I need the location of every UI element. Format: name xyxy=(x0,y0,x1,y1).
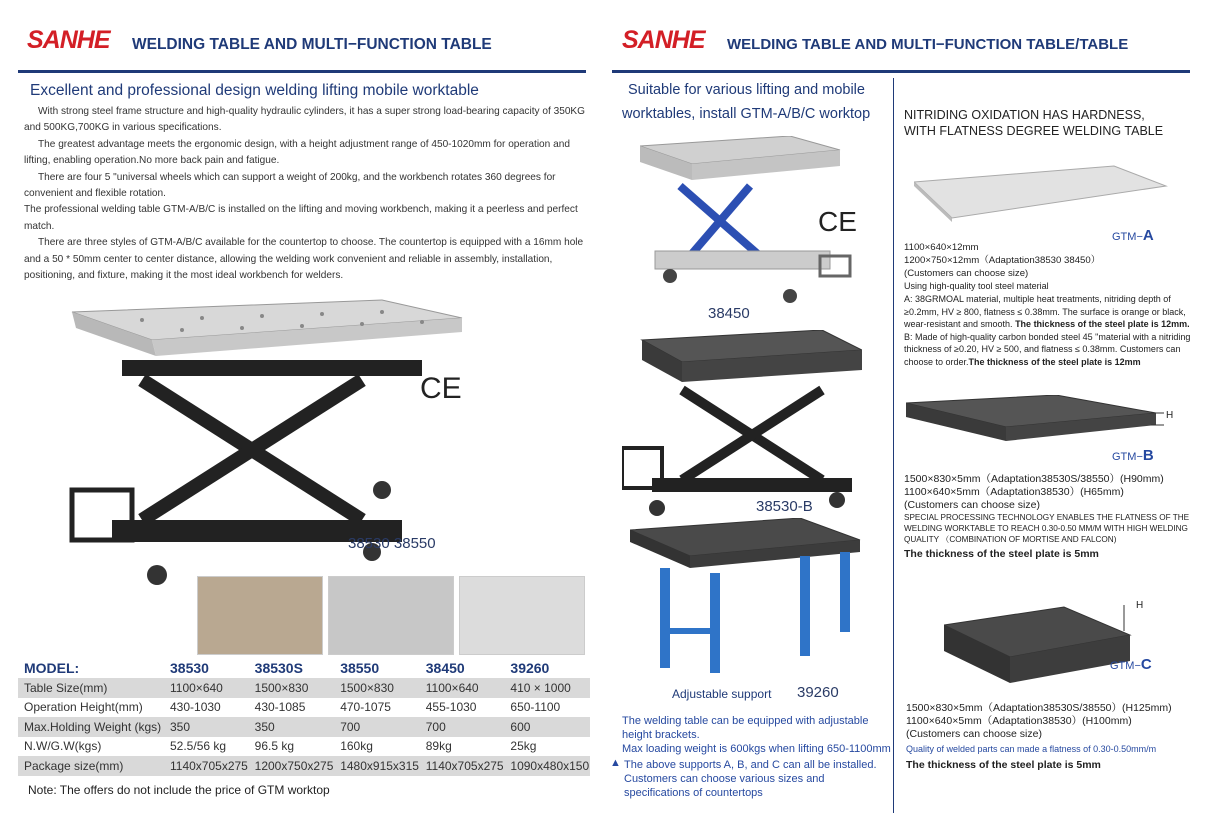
table-cell: Table Size(mm) xyxy=(18,678,164,698)
table-cell: 1500×830 xyxy=(249,678,335,698)
gtm-c-size-1: 1500×830×5mm（Adaptation38530S/38550）(H125mm) xyxy=(906,702,1172,714)
left-page-header: WELDING TABLE AND MULTI−FUNCTION TABLE xyxy=(132,36,492,53)
right-header-rule xyxy=(612,70,1190,73)
table-cell: 350 xyxy=(249,717,335,737)
gtm-b-technology: SPECIAL PROCESSING TECHNOLOGY ENABLES THE FLATNESS OF THE WELDING WORKTABLE TO REACH 0.30-0.50 MM/M WITH HIGH WELDING QUALITY （COMBINATION OF MORTISE AND FALCON) xyxy=(904,513,1190,544)
table-header-cell: 38530S xyxy=(254,660,303,676)
table-cell: 1200x750x275 xyxy=(249,756,335,776)
gtm-a-option-b-thickness: The thickness of the steel plate is 12mm xyxy=(968,356,1141,367)
gtm-a-option-a-text: A: 38GRMOAL material, multiple heat treatments, nitriding depth of ≥0.2mm, HV ≥ 800, flatness ≤ 0.38mm. The surface is orange or black, wear-resistant and smooth. xyxy=(904,294,1186,329)
table-cell: 455-1030 xyxy=(425,700,477,715)
table-cell: 89kg xyxy=(425,739,452,754)
gtm-c-flatness: Quality of welded parts can made a flatness of 0.30-0.50mm/m xyxy=(906,744,1157,754)
table-cell: 1090x480x150 xyxy=(504,756,590,776)
table-row xyxy=(18,756,590,776)
gtm-b-label xyxy=(1112,447,1154,464)
gtm-b-size-2: 1100×640×5mm（Adaptation38530）(H65mm) xyxy=(904,486,1124,498)
gtm-b-specs xyxy=(904,473,1196,561)
gtm-a-size-1: 1100×640×12mm xyxy=(904,242,979,253)
table-cell: 700 xyxy=(420,717,505,737)
right-page-header: WELDING TABLE AND MULTI−FUNCTION TABLE/TABLE xyxy=(727,36,1129,53)
gtm-a-size-2: 1200×750×12mm（Adaptation38530 38450） xyxy=(904,255,1101,266)
lifting-table-38530b-illustration xyxy=(622,330,862,520)
gtm-a-option-a xyxy=(904,293,1194,331)
nitriding-title-1: NITRIDING OXIDATION HAS HARDNESS, xyxy=(904,108,1145,122)
mid-note-3: The above supports A, B, and C can all be installed. Customers can choose various sizes and specifications of countertops xyxy=(624,759,877,799)
gtm-a-option-b-text: B: Made of high-quality carbon bonded steel 45 "material with a nitriding thickness of ≥0.20, HV ≥ 500, and flatness ≤ 0.38mm. Customers can choose to order. xyxy=(904,331,1191,367)
thumbnail-photo-1 xyxy=(197,576,323,655)
gtm-a-plate-illustration xyxy=(914,160,1174,230)
adjustable-support-label: Adjustable support xyxy=(672,687,772,701)
gtm-b-letter: B xyxy=(1142,447,1154,464)
table-cell: 1500×830 xyxy=(334,678,420,698)
table-cell: 410 × 1000 xyxy=(504,678,590,698)
mid-note-1: The welding table can be equipped with adjustable height brackets. xyxy=(622,715,869,741)
table-cell: 52.5/56 kg xyxy=(170,739,227,754)
sanhe-logo-right: SANHE xyxy=(622,26,705,54)
table-cell: Max.Holding Weight (kgs) xyxy=(18,717,164,737)
table-header-row xyxy=(18,658,590,678)
left-subtitle: Excellent and professional design welding lifting mobile worktable xyxy=(30,82,479,99)
gtm-a-material: Using high-quality tool steel material xyxy=(904,281,1049,291)
table-row xyxy=(18,717,590,737)
gtm-b-prefix: GTM− xyxy=(1112,451,1143,463)
gtm-a-custom: (Customers can choose size) xyxy=(904,268,1029,279)
table-row xyxy=(18,678,590,698)
intro-paragraph: The greatest advantage meets the ergonomic design, with a height adjustment range of 450-1020mm for operation and lifting, enabling operation.No more back pain and fatigue. xyxy=(24,138,570,167)
table-header-cell: MODEL: xyxy=(24,660,80,676)
table-header-cell: 39260 xyxy=(510,660,550,676)
gtm-c-specs xyxy=(906,702,1196,772)
mid-title-line1: Suitable for various lifting and mobile xyxy=(628,82,865,98)
intro-paragraph: With strong steel frame structure and high-quality hydraulic cylinders, it has a super strong load-bearing capacity of 350KG and 500KG,700KG in various specifications. xyxy=(24,106,586,134)
spec-table xyxy=(18,658,590,776)
table-cell: 430-1030 xyxy=(170,700,221,715)
ce-mark-left: CE xyxy=(420,372,462,405)
mid-title-line2: worktables, install GTM-A/B/C worktop xyxy=(622,106,871,122)
mid-note-2: Max loading weight is 600kgs when lifting 650-1100mm xyxy=(622,743,891,755)
table-cell: Operation Height(mm) xyxy=(24,700,143,715)
table-cell: 1140x705x275 xyxy=(420,756,505,776)
triangle-icon: ▲ xyxy=(610,757,621,769)
table-row xyxy=(18,737,590,757)
table-cell: 350 xyxy=(164,717,249,737)
label-38530b: 38530-B xyxy=(756,498,813,515)
thumbnail-photo-2 xyxy=(328,576,454,655)
label-38450: 38450 xyxy=(708,305,750,322)
table-header-cell: 38450 xyxy=(425,660,465,676)
ce-mark-right: CE xyxy=(818,206,857,237)
table-cell: 160kg xyxy=(340,739,373,754)
table-cell: 96.5 kg xyxy=(254,739,295,754)
gtm-a-letter: A xyxy=(1142,227,1154,244)
gtm-c-thickness: The thickness of the steel plate is 5mm xyxy=(906,759,1101,771)
gtm-c-block-illustration xyxy=(944,595,1134,695)
gtm-b-plate-illustration xyxy=(906,395,1166,450)
table-cell: 1100×640 xyxy=(420,678,505,698)
column-divider xyxy=(893,78,894,813)
table-cell: 25kg xyxy=(510,739,537,754)
table-cell: N.W/G.W(kgs) xyxy=(24,739,102,754)
label-39260: 39260 xyxy=(797,684,839,701)
table-cell: 1100×640 xyxy=(164,678,249,698)
welding-table-39260-illustration xyxy=(630,518,870,678)
table-cell: 600 xyxy=(504,717,590,737)
table-cell: Package size(mm) xyxy=(18,756,164,776)
gtm-c-custom: (Customers can choose size) xyxy=(906,728,1042,740)
gtm-c-letter: C xyxy=(1140,656,1152,673)
table-row xyxy=(18,698,590,718)
table-cell: 430-1085 xyxy=(254,700,306,715)
intro-paragraph: There are three styles of GTM-A/B/C available for the countertop to choose. The countertop is equipped with a 16mm hole and a 50 * 50mm center to center distance, allowing the welding work convenient and reliable in assembly, installation, positioning, and fixture, making it the most ideal workbench for welders. xyxy=(24,237,584,282)
gtm-b-size-1: 1500×830×5mm（Adaptation38530S/38550）(H90mm) xyxy=(904,473,1164,485)
gtm-c-size-2: 1100×640×5mm（Adaptation38530）(H100mm) xyxy=(906,715,1132,727)
table-header-cell: 38550 xyxy=(340,660,380,676)
h-mark-b: H xyxy=(1166,410,1174,421)
nitriding-title-2: WITH FLATNESS DEGREE WELDING TABLE xyxy=(904,124,1164,138)
intro-text xyxy=(24,104,590,284)
main-model-label: 38530 38550 xyxy=(348,535,436,552)
thumbnail-photo-3 xyxy=(459,576,585,655)
table-cell: 1140x705x275 xyxy=(164,756,249,776)
gtm-b-custom: (Customers can choose size) xyxy=(904,499,1040,511)
table-cell: 1480x915x315 xyxy=(334,756,420,776)
table-cell: 470-1075 xyxy=(340,700,391,715)
gtm-c-label xyxy=(1110,656,1152,673)
left-header-rule xyxy=(18,70,586,73)
sanhe-logo-left: SANHE xyxy=(27,26,110,54)
gtm-a-specs xyxy=(904,241,1194,368)
table-cell: 650-1100 xyxy=(510,700,561,715)
table-header-cell: 38530 xyxy=(170,660,209,676)
table-cell: 700 xyxy=(334,717,420,737)
left-footnote: Note: The offers do not include the price of GTM worktop xyxy=(28,783,330,797)
gtm-a-option-b xyxy=(904,331,1194,369)
gtm-a-prefix: GTM− xyxy=(1112,231,1143,243)
gtm-c-prefix: GTM− xyxy=(1110,660,1141,672)
gtm-b-thickness: The thickness of the steel plate is 5mm xyxy=(904,548,1099,560)
gtm-a-option-a-thickness: The thickness of the steel plate is 12mm. xyxy=(1015,319,1190,329)
h-mark-c: H xyxy=(1136,600,1144,611)
intro-paragraph: There are four 5 "universal wheels which can support a weight of 200kg, and the workbench rotates 360 degrees for convenient and flexible rotation. xyxy=(24,171,556,200)
intro-paragraph: The professional welding table GTM-A/B/C is installed on the lifting and moving workbench, making it a peerless and perfect match. xyxy=(24,204,578,232)
